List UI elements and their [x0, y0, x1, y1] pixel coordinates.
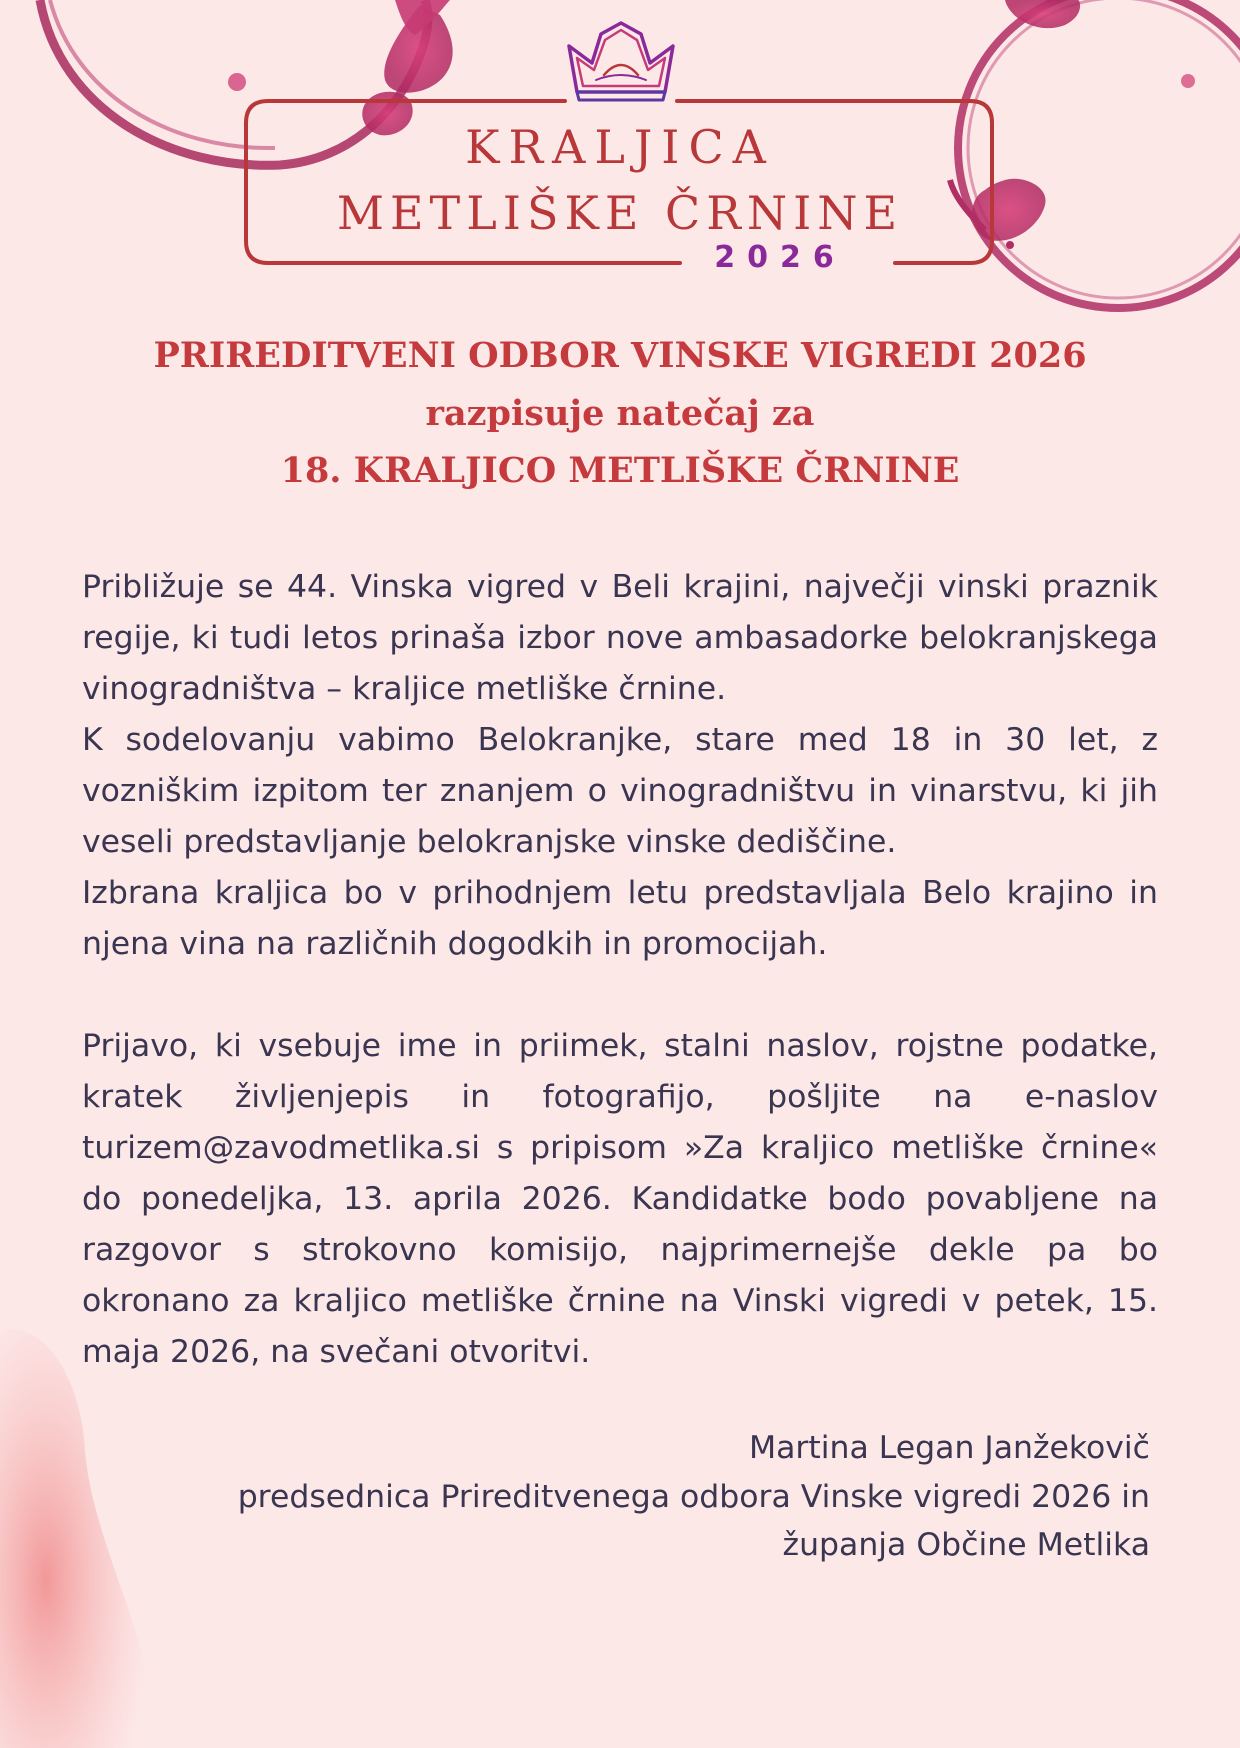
- watercolor-blush: [0, 1329, 153, 1748]
- poster-year: 2026: [714, 240, 846, 275]
- signature-name: Martina Legan Janžekovič: [748, 1430, 1150, 1466]
- poster-title-line1: KRALJICA: [465, 120, 775, 174]
- body-paragraph-application: Prijavo, ki vsebuje ime in priimek, stalni naslov, rojstne podatke, kratek življenjepis in fotografijo, pošljite na e-naslov turizem@zavodmetlika.si s pripisom »Za kraljico metliške črnine« do ponedeljka, 13. aprila 2026. Kandidatke bodo povabljene na razgovor s strokovno komisijo, najprimernejše dekle pa bo okronano za kraljico metliške črnine na Vinski vigredi v petek, 15. maja 2026, na svečani otvoritvi.: [82, 1028, 1158, 1370]
- signature-role-line2: županja Občine Metlika: [782, 1527, 1150, 1563]
- body-paragraph-role: Izbrana kraljica bo v prihodnjem letu predstavljala Belo krajino in njena vina na različnih dogodkih in promocijah.: [82, 875, 1158, 962]
- announcement-heading-line1: PRIREDITVENI ODBOR VINSKE VIGREDI 2026: [153, 335, 1087, 376]
- poster-title-line2: METLIŠKE ČRNINE: [336, 186, 904, 240]
- body-paragraph-eligibility: K sodelovanju vabimo Belokranjke, stare med 18 in 30 let, z vozniškim izpitom ter znanjem o vinogradništvu in vinarstvu, ki jih veseli predstavljanje belokranjske vinske dediščine.: [82, 722, 1158, 860]
- announcement-heading-line2: razpisuje natečaj za: [425, 393, 815, 434]
- announcement-heading-line3: 18. KRALJICO METLIŠKE ČRNINE: [280, 450, 960, 491]
- crown-icon: [569, 23, 673, 100]
- body-paragraph-intro: Približuje se 44. Vinska vigred v Beli krajini, največji vinski praznik regije, ki tudi letos prinaša izbor nove ambasadorke belokranjskega vinogradništva – kraljice metliške črnine.: [82, 569, 1158, 707]
- signature-role-line1: predsednica Prireditvenega odbora Vinske vigredi 2026 in: [237, 1479, 1150, 1515]
